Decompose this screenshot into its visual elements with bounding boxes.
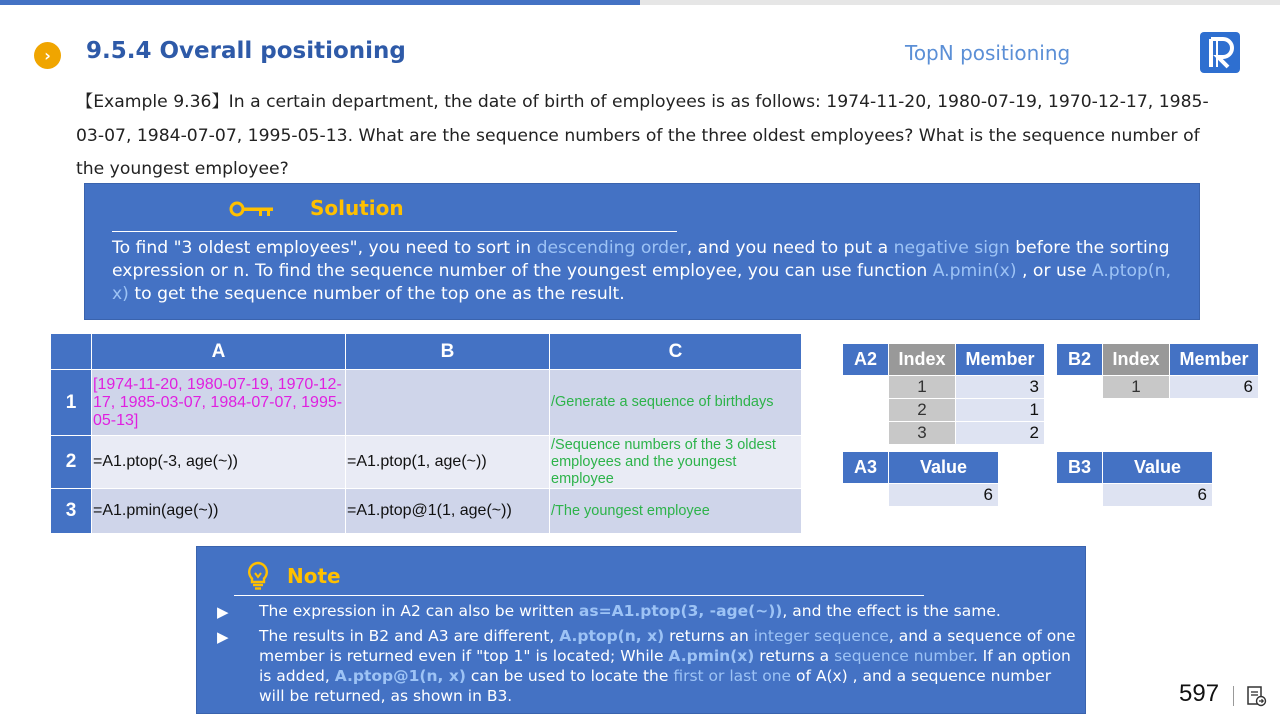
grid-column-header: C — [550, 334, 802, 370]
grid-row-number: 2 — [51, 436, 92, 489]
note-list — [217, 601, 1077, 711]
grid-cell-b3[interactable]: =A1.ptop@1(1, age(~)) — [346, 489, 550, 534]
result-member-header: Member — [1170, 344, 1259, 376]
grid-cell-c1[interactable]: /Generate a sequence of birthdays — [550, 370, 802, 436]
result-table-b3 — [1056, 451, 1213, 507]
result-row — [1057, 484, 1213, 507]
solution-panel — [84, 183, 1200, 320]
grid-cell-b1[interactable] — [346, 370, 550, 436]
triangle-bullet-icon: ▶ — [217, 603, 229, 621]
section-title: 9.5.4 Overall positioning — [86, 38, 406, 64]
result-index: 1 — [889, 376, 956, 399]
result-value-header: Value — [889, 452, 999, 484]
result-table-a3 — [842, 451, 999, 507]
list-item: ▶ The expression in A2 can also be written as=A1.ptop(3, -age(~)), and the effect is the same. — [217, 602, 1001, 621]
result-label: B2 — [1057, 344, 1103, 376]
result-index: 1 — [1103, 376, 1170, 399]
grid-cell-b2[interactable]: =A1.ptop(1, age(~)) — [346, 436, 550, 489]
result-member: 1 — [956, 399, 1045, 422]
result-index: 3 — [889, 422, 956, 445]
grid-row — [51, 370, 802, 436]
grid-cell-c2[interactable]: /Sequence numbers of the 3 oldest employees and the youngest employee — [550, 436, 802, 489]
grid-row — [51, 436, 802, 489]
result-member: 3 — [956, 376, 1045, 399]
grid-corner — [51, 334, 92, 370]
result-index-header: Index — [1103, 344, 1170, 376]
result-row — [843, 399, 1045, 422]
highlight-negative-sign: negative sign — [893, 238, 1010, 258]
result-row — [1057, 376, 1259, 399]
page-number: 597 — [1179, 680, 1220, 707]
result-value: 6 — [889, 484, 999, 507]
triangle-bullet-icon: ▶ — [217, 628, 229, 646]
result-table-a2 — [842, 343, 1045, 445]
grid-cell-a2[interactable]: =A1.ptop(-3, age(~)) — [92, 436, 346, 489]
lightbulb-icon — [245, 561, 271, 591]
result-label: B3 — [1057, 452, 1103, 484]
highlight-pmin: A.pmin(x) — [932, 261, 1017, 281]
chevron-right-icon: › — [34, 42, 61, 69]
grid-row — [51, 489, 802, 534]
slide-subtitle: TopN positioning — [905, 41, 1071, 65]
note-panel — [196, 546, 1086, 714]
result-row — [843, 422, 1045, 445]
solution-divider — [112, 231, 677, 232]
footer-divider — [1233, 686, 1234, 706]
list-item: ▶ The results in B2 and A3 are different, A.ptop(n, x) returns an integer sequence, and a sequence of one member is returned even if "top 1" is located; While A.pmin(x) returns a sequence number. If an option is added, A.ptop@1(n, x) can be used to locate the first or last one of A(x) , and a sequence number will be returned, as shown in B3. — [217, 627, 1076, 705]
solution-title: Solution — [310, 196, 404, 220]
result-index: 2 — [889, 399, 956, 422]
result-value-header: Value — [1103, 452, 1213, 484]
result-table-b2 — [1056, 343, 1259, 399]
solution-text: To find "3 oldest employees", you need to sort in descending order, and you need to put a negative sign before the sorting expression or n. To find the sequence number of the youngest employee, you can use function A.pmin(x) , or use A.ptop(n, x) to get the sequence number of the top one as the result. — [112, 238, 1171, 304]
result-label: A3 — [843, 452, 889, 484]
result-member: 2 — [956, 422, 1045, 445]
result-index-header: Index — [889, 344, 956, 376]
key-icon — [229, 200, 275, 218]
grid-row-number: 3 — [51, 489, 92, 534]
result-row — [843, 376, 1045, 399]
code-grid — [50, 333, 802, 534]
note-title: Note — [287, 564, 341, 588]
example-text: 【Example 9.36】In a certain department, the date of birth of employees is as follows: 1974-11-20, 1980-07-19, 1970-12-17, 1985-03-07, 1984-07-07, 1995-05-13. What are the sequence numbers of the three oldest employees? What is the sequence number of the youngest employee? — [76, 92, 1209, 179]
grid-row-number: 1 — [51, 370, 92, 436]
result-member: 6 — [1170, 376, 1259, 399]
document-return-icon[interactable] — [1245, 685, 1267, 707]
result-row — [843, 484, 999, 507]
top-track-bar — [640, 0, 1280, 5]
result-member-header: Member — [956, 344, 1045, 376]
highlight-descending-order: descending order — [536, 238, 687, 258]
result-label: A2 — [843, 344, 889, 376]
grid-column-header: B — [346, 334, 550, 370]
grid-cell-c3[interactable]: /The youngest employee — [550, 489, 802, 534]
note-divider — [234, 595, 924, 596]
result-value: 6 — [1103, 484, 1213, 507]
grid-column-header: A — [92, 334, 346, 370]
top-accent-bar — [0, 0, 640, 5]
r-logo-icon — [1199, 31, 1241, 74]
highlight-ptop: A.ptop(n, x) — [112, 261, 1171, 304]
grid-cell-a3[interactable]: =A1.pmin(age(~)) — [92, 489, 346, 534]
grid-cell-a1[interactable]: [1974-11-20, 1980-07-19, 1970-12-17, 1985-03-07, 1984-07-07, 1995-05-13] — [92, 370, 346, 436]
